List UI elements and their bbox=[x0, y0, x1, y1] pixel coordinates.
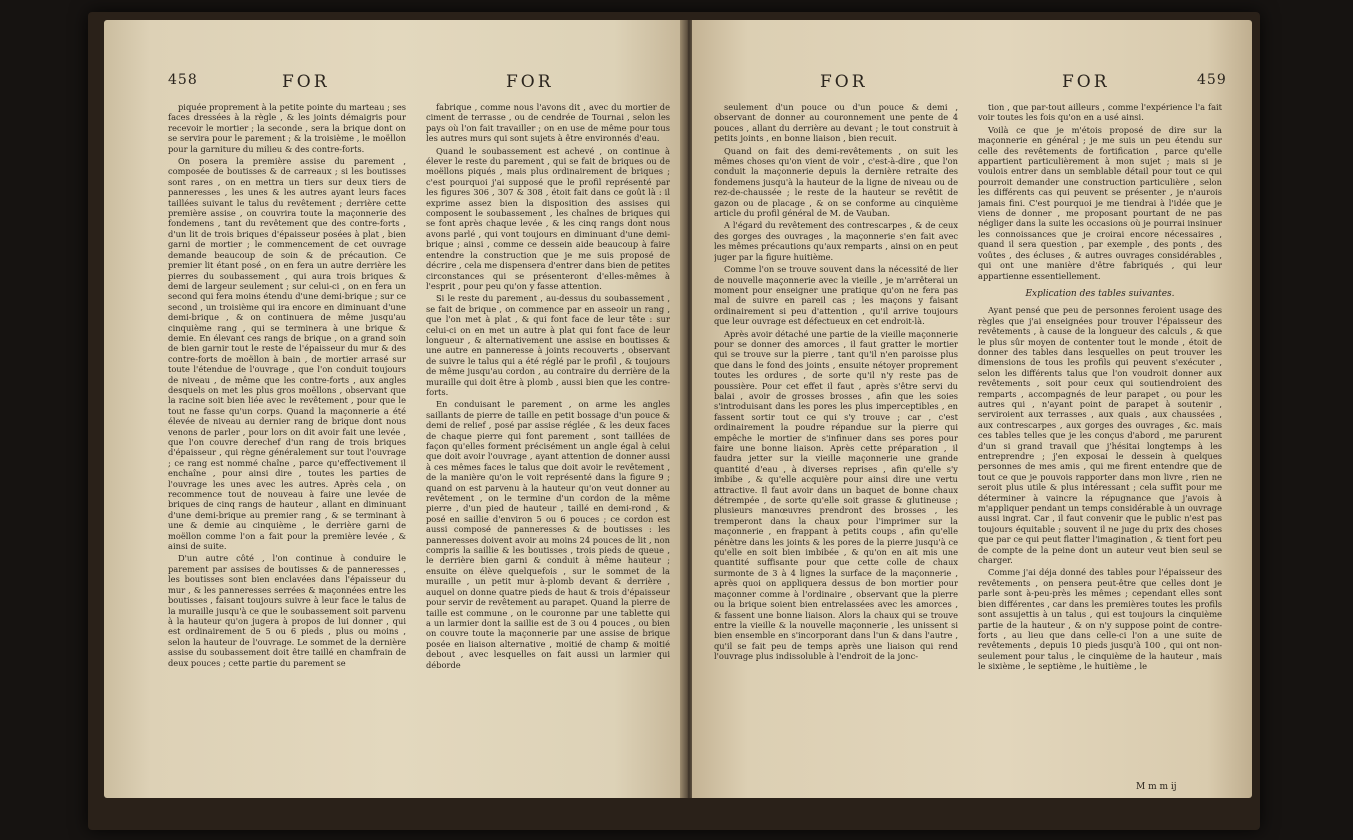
left-running-head bbox=[104, 72, 684, 94]
paragraph: Comme j'ai déja donné des tables pour l'épaisseur des revêtements , on pensera peut-être que celles dont je parle sont à-peu-près les mêmes ; cependant elles sont bien différentes , car dans les premières toutes les profils sont assujettis à un talus , qui est toujours la cinquième partie de la hauteur , & on n'y suppose point de contre-forts , au lieu que dans celle-ci l'on a une suite de revêtements , depuis 10 pieds jusqu'à 100 , qui ont non-seulement pour talus , le cinquième de la hauteur , mais le sixième , le septième , le huitième , le bbox=[978, 567, 1222, 672]
paragraph: On posera la première assise du parement , composée de boutisses & de carreaux ; si les boutisses sont rares , on en mettra un tiers sur deux tiers de panneresses , les unes & les autres ayant leurs faces taillées suivant le talus du revêtement ; derrière cette première assise , on couvrira toute la maçonnerie des fondemens , tant du revêtement que des contre-forts , d'un lit de trois briques d'épaisseur posées à plat , bien garni de mortier ; le commencement de cet ouvrage demande beaucoup de soin & de précaution. Ce premier lit étant posé , on en fera un autre derrière les pierres du soubassement , qui aura trois briques & demi de largeur seulement ; sur celui-ci , on en fera un second qui fera moins étendu d'une demi-brique ; sur ce second , un troisième qui ira encore en diminuant d'une demi-brique , & on continuera de même jusqu'au cinquième rang , qui se terminera à une brique & demie. En élevant ces rangs de brique , on a grand soin de bien garnir tout le reste de l'épaisseur du mur & des contre-forts de moëllon à bain , de mortier arrasé sur toute l'étendue de l'ouvrage , que l'on conduit toujours de niveau , de même que les contre-forts , aux angles desquels on met les plus gros moëllons , observant que la racine soit bien liée avec le revêtement , pour que le tout ne fasse qu'un corps. Quand la maçonnerie a été élevée de niveau au dernier rang de brique dont nous venons de parler , pour lors on dit avoir fait une levée , que l'on couvre derechef d'un rang de trois briques d'épaisseur , qui règne généralement sur tout l'ouvrage ; ce rang est nommé chaîne , parce qu'effectivement il enchaîne , pour ainsi dire , toutes les parties de l'ouvrage les unes avec les autres. Après cela , on recommence tout de nouveau à faire une levée de briques de cinq rangs de hauteur , allant en diminuant d'une demi-brique au premier rang , & se terminant à une & demie au cinquième , le derrière garni de moëllon comme l'on a fait pour la première levée , & ainsi de suite. bbox=[168, 156, 406, 552]
paragraph: D'un autre côté , l'on continue à conduire le parement par assises de boutisses & de panneresses , les boutisses sont bien enclavées dans l'épaisseur du mur , & les panneresses serrées & maçonnées entre les boutisses , faisant toujours suivre à leur face le talus de la muraille jusqu'à ce que le soubassement soit parvenu à la hauteur qu'on jugera à propos de lui donner , qui est ordinairement de 5 ou 6 pieds , plus ou moins , selon la hauteur de l'ouvrage. Le sommet de la dernière assise du soubassement doit être taillé en chamfrain de deux pouces ; cette partie du parement se bbox=[168, 553, 406, 668]
right-head-word-2: FOR bbox=[1062, 72, 1110, 92]
paragraph: Après avoir détaché une partie de la vieille maçonnerie pour se donner des amorces , il faut gratter le mortier qui se trouve sur la pierre , tant qu'il n'en paroisse plus que dans le fond des joints , ensuite nétoyer proprement toutes les ordures , de sorte qu'il n'y reste pas de poussière. Pour cet effet il faut , après s'être servi du balai , avoir de grosses brosses , afin que les soies s'introduisant dans les pores les plus imperceptibles , en fassent sortir tout ce qui s'y trouve ; car , c'est ordinairement la poudre répandue sur la pierre qui empêche le mortier de s'infinuer dans ses pores pour faire une bonne liaison. Après cette préparation , il faudra jetter sur la vieille maçonnerie une grande quantité d'eau , à diverses reprises , afin qu'elle s'y imbibe , & qu'elle acquière pour ainsi dire une vertu attractive. Il faut avoir dans un baquet de bonne chaux détrempée , de sorte qu'elle soit grasse & glutineuse ; plusieurs manœuvres prendront des brosses , les tremperont dans la chaux pour l'imprimer sur la maçonnerie , en frappant à petits coups , afin qu'elle pénètre dans les joints & les pores de la pierre jusqu'à ce qu'elle en soit bien imbibée , & qu'on en ait mis une quantité suffisante pour que cette colle de chaux surmonte de 3 à 4 lignes la surface de la maçonnerie , après quoi on appliquera dessus de bon mortier pour maçonner comme à l'ordinaire , observant que la pierre ou la brique soient bien entrelassées avec les amorces , & fassent une bonne liaison. Alors la chaux qui se trouve entre la vieille & la nouvelle maçonnerie , les unissent si bien ensemble en s'incorporant dans l'un & dans l'autre , qu'il se fait peu de temps après une liaison qui rend l'ouvrage plus indissoluble à l'endroit de la jonc- bbox=[714, 328, 958, 662]
left-column-1 bbox=[168, 102, 406, 778]
left-page-number: 458 bbox=[168, 72, 198, 88]
section-title: Explication des tables suivantes. bbox=[1025, 288, 1175, 299]
left-page bbox=[104, 20, 684, 798]
left-column-2 bbox=[426, 102, 670, 778]
signature-mark: M m m ij bbox=[1136, 782, 1177, 792]
paragraph: Comme l'on se trouve souvent dans la nécessité de lier de nouvelle maçonnerie avec la vieille , je m'arrêterai un moment pour enseigner une pratique qu'on ne fera pas mal de suivre en pareil cas ; les maçons y faisant ordinairement si peu d'attention , qu'il arrive toujours que leur ouvrage est défectueux en cet endroit-là. bbox=[714, 264, 958, 327]
paragraph: Si le reste du parement , au-dessus du soubassement , se fait de brique , on commence par en asseoir un rang , que l'on met à plat , & qui font face de leur tête : sur celui-ci on en met un autre à plat qui font face de leur longueur , & alternativement une assise en boutisses & une autre en panneresse à joints recouverts , observant de suivre le talus qui a été réglé par le profil , & toujours de même jusqu'au cordon , au contraire du derrière de la muraille qui doit être à plomb , aussi bien que les contre-forts. bbox=[426, 293, 670, 397]
paragraph: Quand on fait des demi-revêtements , on suit les mêmes choses qu'on vient de voir , c'est-à-dire , que l'on conduit la maçonnerie depuis la dernière retraite des fondemens jusqu'à la hauteur de la ligne de niveau ou de rez-de-chaussée ; le reste de la hauteur se revêtit de gazon ou de placage , & on se conforme au cinquième article du profil général de M. de Vauban. bbox=[714, 145, 958, 219]
paragraph: seulement d'un pouce ou d'un pouce & demi , observant de donner au couronnement une pente de 4 pouces , allant du derrière au devant ; le tout construit à petits joints , en bonne liaison , bien recuit. bbox=[714, 102, 958, 144]
paragraph: A l'égard du revêtement des contrescarpes , & de ceux des gorges des ouvrages , la maçonnerie s'en fait avec les mêmes précautions qu'aux remparts , ainsi on en peut juger par la figure huitième. bbox=[714, 220, 958, 262]
paragraph: En conduisant le parement , on arme les angles saillants de pierre de taille en petit bossage d'un pouce & demi de relief , posé par assise réglée , & les deux faces de chaque pierre qui font parement , sont taillées de façon qu'elles forment précisément un angle égal à celui que doit avoir l'ouvrage , ayant attention de donner aussi à ces mêmes faces le talus que doit avoir le revêtement , de la manière qu'on le voit représenté dans la figure 9 ; quand on est parvenu à la hauteur qu'on veut donner au revêtement , on le termine d'un cordon de la même pierre , d'un pied de hauteur , taillé en demi-rond , & posé en saillie d'environ 5 ou 6 pouces ; ce cordon est aussi composé de panneresses & de boutisses : les panneresses doivent avoir au moins 24 pouces de lit , non compris la saillie & les boutisses , trois pieds de queue , le derrière bien garni & conduit à même hauteur ; ensuite on élève quelquefois , sur le sommet de la muraille , un petit mur à-plomb devant & derrière , auquel on donne quatre pieds de haut & trois d'épaisseur pour servir de revêtement au parapet. Quand la pierre de taille est commune , on le couronne par une tablette qui a un larmier dont la saillie est de 3 ou 4 pouces , ou bien on couvre toute la maçonnerie par une assise de brique posée en liaison alternative , moitié de champ & moitié debout , avec lesquelles on fait aussi un larmier qui déborde bbox=[426, 399, 670, 670]
right-page-number: 459 bbox=[1197, 72, 1227, 88]
paragraph: Quand le soubassement est achevé , on continue à élever le reste du parement , qui se fait de briques ou de moëllons piqués , mais plus ordinairement de briques ; c'est pourquoi j'ai supposé que le profil représenté par les figures 306 , 307 & 308 , étoit fait dans ce goût là : il exprime assez bien la disposition des assises qui composent le soubassement , les chaînes de briques qui se font après chaque levée , & les cinq rangs dont nous avons parlé , qui vont toujours en diminuant d'une demi-brique ; ainsi , comme ce dessein aide beaucoup à faire entendre la construction que je me suis proposé de décrire , cela me dispensera d'entrer dans bien de petites circonstances qui se présenteront d'elles-mêmes à l'esprit , pour peu qu'on y fasse attention. bbox=[426, 145, 670, 291]
left-head-word-2: FOR bbox=[506, 72, 554, 92]
right-page bbox=[692, 20, 1252, 798]
right-running-head bbox=[692, 72, 1252, 94]
paragraph: piquée proprement à la petite pointe du marteau ; ses faces dressées à la règle , & les joints démaigris pour recevoir le mortier ; la seconde , sera la brique dont on se servira pour le parement ; & la troisième , le moëllon pour la garniture du milieu & des contre-forts. bbox=[168, 102, 406, 154]
right-head-word-1: FOR bbox=[820, 72, 868, 92]
left-head-word-1: FOR bbox=[282, 72, 330, 92]
paragraph: fabrique , comme nous l'avons dit , avec du mortier de ciment de terrasse , ou de cendrée de Tournai , selon les pays où l'on fait travailler ; on en use de même pour tous les autres murs qui sont sujets à être environnés d'eau. bbox=[426, 102, 670, 144]
paragraph: Ayant pensé que peu de personnes feroient usage des règles que j'ai enseignées pour trouver l'épaisseur des revêtements , à cause de la longueur des calculs , & que le plus sûr moyen de contenter tout le monde , étoit de donner des tables dans lesquelles on peut trouver les dimensions de tous les profils qui peuvent s'exécuter , selon les différents talus que l'on voudroit donner aux revêtements , soit pour ceux qui soutiendroient des remparts , accompagnés de leur parapet , ou pour les autres qui , n'ayant point de parapet à soutenir , serviroient aux terrasses , aux quais , aux chaussées , aux contrescarpes , aux gorges des ouvrages , &c. mais ces tables telles que je les conçus d'abord , me parurent d'un si grand travail que j'hésitai longtemps à les entreprendre ; j'en exposai le dessein à quelques personnes de mes amis , qui me firent entendre que de tout ce que je pouvois rapporter dans mon livre , rien ne seroit plus utile & plus intéressant ; cela suffit pour me déterminer à vaincre la répugnance que j'avois à m'appliquer pendant un temps considérable à un ouvrage aussi ingrat. Car , il faut convenir que le public n'est pas toujours équitable ; souvent il ne juge du prix des choses que par ce qui peut flatter l'imagination , & tient fort peu de compte de la peine dont un auteur veut bien seul se charger. bbox=[978, 305, 1222, 566]
right-column-1 bbox=[714, 102, 958, 778]
paragraph: Voilà ce que je m'étois proposé de dire sur la maçonnerie en général ; je me suis un peu étendu sur celle des revêtements de fortification , parce qu'elle appartient particulièrement à mon sujet ; mais si je voulois entrer dans un semblable détail pour tout ce qui pourroit demander une construction particulière , selon les différents cas qui peuvent se présenter , je n'aurois jamais fini. C'est pourquoi je me tiendrai à l'idée que je viens de donner , me proposant pourtant de ne pas négliger dans la suite les occasions où je pourrai insinuer les connoissances que je croirai encore nécessaires , quand il sera question , par exemple , des ponts , des voûtes , des écluses , & autres ouvrages considérables , qui ont une manière d'être fabriqués , qui leur appartienne essentiellement. bbox=[978, 124, 1222, 281]
paragraph: tion , que par-tout ailleurs , comme l'expérience l'a fait voir toutes les fois qu'on en a usé ainsi. bbox=[978, 102, 1222, 123]
right-column-2 bbox=[978, 102, 1222, 778]
